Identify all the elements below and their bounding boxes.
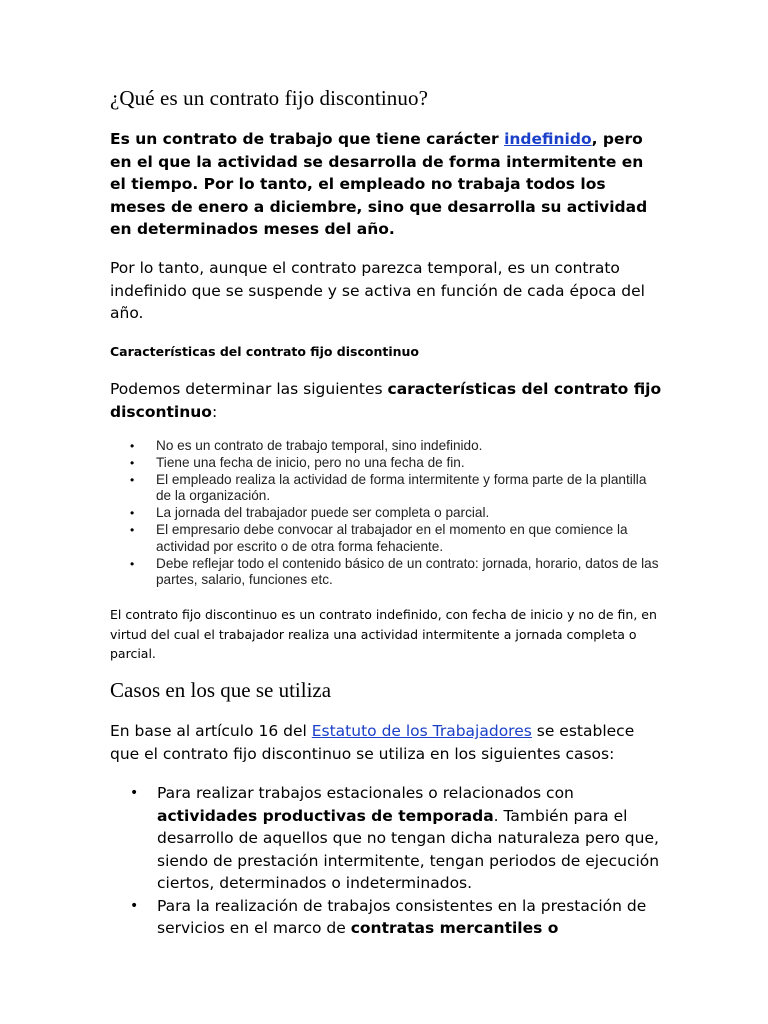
list-item: • El empresario debe convocar al trabajador en el momento en que comience la actividad por escrito o de otra forma fehaciente.: [110, 522, 662, 556]
indefinido-link[interactable]: indefinido: [504, 130, 592, 148]
cases-list: [110, 782, 662, 940]
cases-intro-text-end: se establece que el contrato fijo discontinuo se utiliza en los siguientes casos:: [110, 722, 635, 763]
features-intro-bold: características del contrato fijo discontinuo: [110, 380, 662, 421]
paragraph-2: Por lo tanto, aunque el contrato parezca temporal, es un contrato indefinido que se suspende y se activa en función de cada época del año.: [110, 259, 645, 322]
estatuto-link[interactable]: Estatuto de los Trabajadores: [311, 722, 532, 740]
section-title: Casos en los que se utiliza: [110, 678, 332, 702]
list-item: • El empleado realiza la actividad de forma intermitente y forma parte de la plantilla de la organización.: [110, 472, 662, 506]
summary-paragraph: El contrato fijo discontinuo es un contrato indefinido, con fecha de inicio y no de fin, en virtud del cual el trabajador realiza una actividad intermitente a jornada completa o parcial.: [110, 607, 657, 661]
cases-intro: [110, 720, 662, 765]
case-text: Para realizar trabajos estacionales o relacionados con: [157, 784, 574, 802]
intro-text-start: Es un contrato de trabajo que tiene carácter: [110, 130, 505, 148]
list-item: [110, 782, 662, 895]
intro-text-end: , pero en el que la actividad se desarrolla de forma intermitente en el tiempo. Por lo tanto, el empleado no trabaja todos los meses de enero a diciembre, sino que desarrolla su actividad en determinados meses del año.: [110, 130, 648, 238]
features-intro-text: Podemos determinar las siguientes: [110, 380, 388, 398]
case-bold: contratas mercantiles o: [350, 919, 559, 937]
case-text: Para la realización de trabajos consistentes en la prestación de servicios en el marco de: [157, 896, 647, 937]
page-title: ¿Qué es un contrato fijo discontinuo?: [110, 86, 429, 110]
intro-paragraph: [110, 128, 662, 241]
list-item: [110, 895, 662, 940]
cases-intro-text-start: En base al artículo 16 del: [110, 722, 312, 740]
list-item: • La jornada del trabajador puede ser completa o parcial.: [110, 505, 662, 522]
features-intro-colon: :: [211, 402, 218, 421]
list-item: • No es un contrato de trabajo temporal, sino indefinido.: [110, 438, 662, 455]
case-text-end: . También para el desarrollo de aquellos que no tengan dicha naturaleza pero que, siendo de prestación intermitente, tengan periodos de ejecución ciertos, determinados o indeterminados.: [157, 806, 660, 892]
list-item: • Debe reflejar todo el contenido básico de un contrato: jornada, horario, datos de las partes, salario, funciones etc.: [110, 556, 662, 590]
features-list: [110, 438, 662, 589]
case-bold: actividades productivas de temporada: [157, 806, 494, 825]
list-item: • Tiene una fecha de inicio, pero no una fecha de fin.: [110, 455, 662, 472]
features-intro: [110, 378, 662, 423]
subheading: Características del contrato fijo discontinuo: [110, 344, 420, 359]
